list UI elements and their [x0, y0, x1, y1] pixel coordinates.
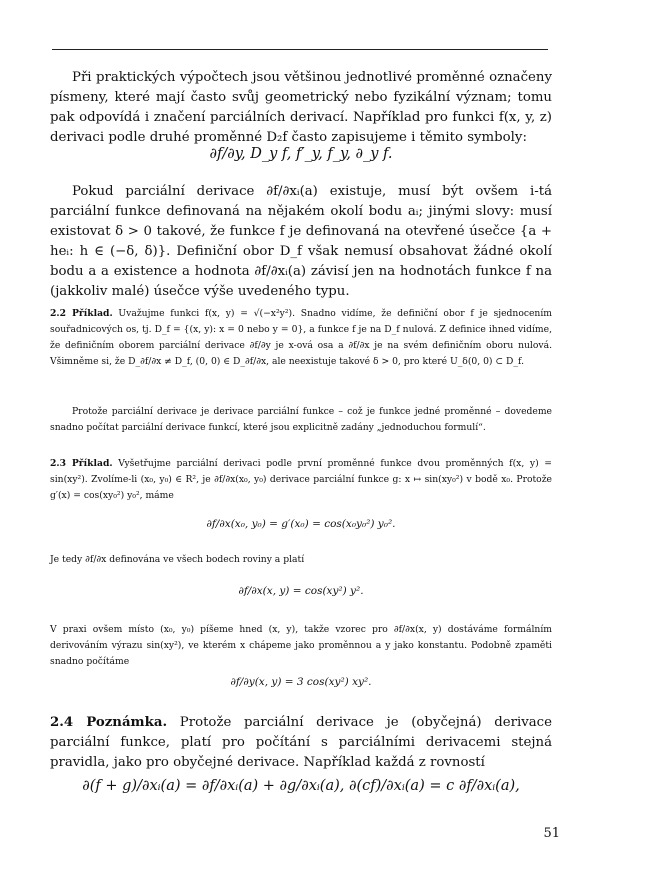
example-2-2	[50, 306, 552, 370]
example-2-2-text: Uvažujme funkci f(x, y) = √(−x²y²). Snadno vidíme, že definiční obor f je sjednocením souřadnicových os, tj. D_f = {(x, y): x = 0 nebo y = 0}, a funkce f je na D_f nulová. Z definice ihned vidíme, že definičním oborem parciální derivace ∂f/∂y je x-ová osa a ∂f/∂x je na svém definičním oboru nulová. Všimněme si, že D_∂f/∂x ≠ D_f, (0, 0) ∈ D_∂f/∂x, ale neexistuje takové δ > 0, pro které U_δ(0, 0) ⊂ D_f.	[50, 308, 553, 367]
equation-notation: ∂f/∂y, D_y f, f′_y, f_y, ∂_y f.	[209, 146, 393, 162]
remark-2-4	[50, 713, 552, 773]
equation-derivative-x: ∂f/∂x(x, y) = cos(xy²) y².	[238, 585, 364, 597]
example-2-2-followup: Protože parciální derivace je derivace parciální funkce – což je funkce jedné proměnné – dovedeme snadno počítat parciální derivace funkcí, které jsou explicitně zadány „jednoduchou formulí“.	[50, 406, 552, 433]
equation-derivative-point: ∂f/∂x(x₀, y₀) = g′(x₀) = cos(x₀y₀²) y₀².	[206, 518, 396, 530]
example-2-3-text: Vyšetřujme parciální derivaci podle první proměnné funkce dvou proměnných f(x, y) = sin(xy²). Zvolíme-li (x₀, y₀) ∈ R², je ∂f/∂x(x₀, y₀) derivace parciální funkce g: x ↦ sin(xy₀²) v bodě x₀. Protože g′(x) = cos(xy₀²) y₀², máme	[50, 458, 552, 501]
remark-2-4-title: 2.4 Poznámka.	[50, 715, 168, 730]
paragraph-intro: Při praktických výpočtech jsou většinou jednotlivé proměnné označeny písmeny, které mají často svůj geometrický nebo fyzikální význam; tomu pak odpovídá i značení parciálních derivací. Například pro funkci f(x, y, z) derivaci podle druhé proměnné D₂f často zapisujeme i těmito symboly:	[50, 70, 552, 145]
example-2-3-conclusion: Je tedy ∂f/∂x definována ve všech bodech roviny a platí	[50, 554, 305, 565]
example-2-3-practice: V praxi ovšem místo (x₀, y₀) píšeme hned (x, y), takže vzorec pro ∂f/∂x(x, y) dostáváme formálním derivováním výrazu sin(xy²), ve kterém x chápeme jako proměnnou a y jako konstantu. Podobně zpaměti snadno počítáme	[50, 624, 552, 667]
example-2-3	[50, 456, 552, 504]
paragraph-existence: Pokud parciální derivace ∂f/∂xᵢ(a) existuje, musí být ovšem i-tá parciální funkce definovaná na nějakém okolí bodu aᵢ; jinými slovy: musí existovat δ > 0 takové, že funkce f je definovaná na otevřené úsečce {a + heᵢ: h ∈ (−δ, δ)}. Definiční obor D_f však nemusí obsahovat žádné okolí bodu a a existence a hodnota ∂f/∂xᵢ(a) závisí jen na hodnotách funkce f na (jakkoliv malé) úsečce výše uvedeného typu.	[50, 184, 552, 299]
equation-derivative-y: ∂f/∂y(x, y) = 3 cos(xy²) xy².	[230, 676, 372, 688]
example-2-3-title: 2.3 Příklad.	[50, 458, 113, 469]
example-2-2-title: 2.2 Příklad.	[50, 308, 113, 319]
remark-2-4-text: Protože parciální derivace je (obyčejná) derivace parciální funkce, platí pro počítání s parciálními derivacemi stejná pravidla, jako pro obyčejné derivace. Například každá z rovností	[50, 715, 552, 770]
header-rule	[52, 49, 548, 50]
page-number: 51	[543, 826, 560, 841]
equation-linearity: ∂(f + g)/∂xᵢ(a) = ∂f/∂xᵢ(a) + ∂g/∂xᵢ(a), ∂(cf)/∂xᵢ(a) = c ∂f/∂xᵢ(a),	[82, 778, 520, 794]
